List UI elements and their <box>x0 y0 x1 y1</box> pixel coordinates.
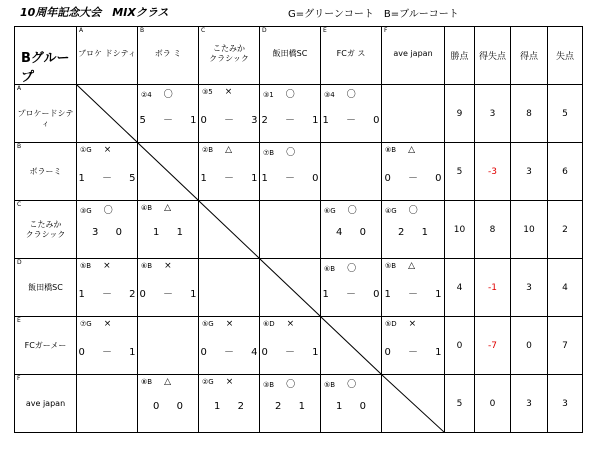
match-score: 2 1 <box>275 401 305 412</box>
summary-value: 0 <box>475 375 511 433</box>
match-result: × <box>164 261 172 271</box>
match-info <box>80 319 111 329</box>
team-row <box>15 317 583 375</box>
column-letter: D <box>262 27 267 34</box>
match-info <box>141 319 153 329</box>
match-result: 〇 <box>346 90 356 100</box>
match-cell <box>382 317 445 375</box>
match-info <box>385 319 416 329</box>
match-info <box>80 145 111 155</box>
row-header <box>15 201 77 259</box>
match-info <box>385 87 397 97</box>
match-score: 0 － 0 <box>384 173 442 184</box>
match-cell <box>199 143 260 201</box>
match-cell <box>199 317 260 375</box>
match-slot: ③1 <box>263 91 274 99</box>
match-result: 〇 <box>286 148 296 158</box>
match-slot: ②4 <box>141 91 152 99</box>
match-score: 1 － 1 <box>384 289 442 300</box>
match-slot: ⑤B <box>80 262 92 270</box>
match-cell <box>77 201 138 259</box>
row-header <box>15 259 77 317</box>
diagonal-slash <box>321 317 381 374</box>
summary-value: 0 <box>511 317 548 375</box>
match-cell <box>138 259 199 317</box>
summary-value: 5 <box>548 85 583 143</box>
match-score: 1 － 1 <box>200 173 258 184</box>
match-info <box>202 145 232 155</box>
match-slot: ⑧B <box>385 146 397 154</box>
row-team-name: こたみか クラシック <box>25 220 66 239</box>
match-result: 〇 <box>408 206 418 216</box>
match-result: × <box>103 261 111 271</box>
match-result: × <box>225 377 234 387</box>
match-cell <box>199 259 260 317</box>
match-cell <box>138 375 199 433</box>
summary-value: 0 <box>445 317 475 375</box>
row-team-name: ave japan <box>25 399 66 408</box>
match-info <box>202 87 232 97</box>
match-info <box>202 377 233 387</box>
column-header <box>199 27 260 85</box>
match-slot: ⑥B <box>141 262 153 270</box>
match-cell <box>382 201 445 259</box>
match-slot: ③4 <box>324 91 335 99</box>
match-result: × <box>286 319 295 329</box>
match-info <box>263 377 295 390</box>
match-cell <box>260 143 321 201</box>
summary-value: 4 <box>548 259 583 317</box>
summary-header: 勝点 <box>445 27 475 85</box>
match-result: △ <box>164 203 171 213</box>
match-score: 1 0 <box>336 401 366 412</box>
match-score: 0 － 3 <box>200 115 258 126</box>
match-info <box>141 203 171 213</box>
match-score: 1 2 <box>214 401 244 412</box>
row-team-name: 飯田橋SC <box>28 283 63 292</box>
match-score: 0 － 4 <box>200 347 258 358</box>
match-slot: ⑥B <box>324 265 336 273</box>
match-result: 〇 <box>347 206 357 216</box>
match-result: × <box>103 145 112 155</box>
summary-header: 失点 <box>548 27 583 85</box>
match-score: 2 － 1 <box>261 115 319 126</box>
team-row <box>15 201 583 259</box>
summary-value: 6 <box>548 143 583 201</box>
match-info <box>385 261 415 271</box>
match-score: 1 － 0 <box>322 115 380 126</box>
summary-value: 3 <box>511 375 548 433</box>
match-cell <box>199 85 260 143</box>
diagonal-slash <box>382 375 444 432</box>
match-info <box>80 377 92 387</box>
match-info <box>324 261 356 274</box>
match-result: 〇 <box>285 90 295 100</box>
diagonal-slash <box>260 259 320 316</box>
match-score: 1 － 0 <box>261 173 319 184</box>
match-cell <box>77 317 138 375</box>
diagonal-slash <box>138 143 198 200</box>
league-table <box>14 26 583 433</box>
team-row <box>15 375 583 433</box>
row-letter: A <box>17 85 22 92</box>
match-score: 1 1 <box>153 227 183 238</box>
match-info <box>202 261 214 271</box>
row-letter: B <box>17 143 22 150</box>
match-score: 0 － 1 <box>384 347 442 358</box>
court-legend: G=グリーンコート B=ブルーコート <box>288 9 459 20</box>
column-letter: F <box>384 27 388 34</box>
match-cell <box>138 85 199 143</box>
page-title: 10周年記念大会 MIXクラス <box>20 6 169 19</box>
match-slot: ②B <box>202 146 214 154</box>
match-info <box>80 203 113 216</box>
match-info <box>385 145 415 155</box>
row-team-name: プロケードシティ <box>17 109 74 128</box>
summary-header: 得点 <box>511 27 548 85</box>
row-team-name: FCガーメー <box>24 341 67 350</box>
self-match-cell <box>77 85 138 143</box>
column-letter: E <box>323 27 327 34</box>
match-cell <box>321 259 382 317</box>
column-team-name: ボラ ミ <box>154 49 182 58</box>
group-label: Bグループ <box>21 51 70 85</box>
match-slot: ②G <box>202 378 214 386</box>
match-cell <box>260 317 321 375</box>
column-header <box>260 27 321 85</box>
diagonal-slash <box>199 201 259 258</box>
column-team-name: こたみか クラシック <box>209 44 249 63</box>
column-header <box>138 27 199 85</box>
column-team-name: ave japan <box>393 49 433 58</box>
match-cell <box>260 201 321 259</box>
match-info <box>263 203 275 213</box>
match-cell <box>138 317 199 375</box>
match-info <box>263 87 295 100</box>
match-slot: ⑤B <box>324 381 336 389</box>
self-match-cell <box>260 259 321 317</box>
row-letter: D <box>17 259 22 266</box>
column-letter: A <box>79 27 84 34</box>
diagonal-slash <box>77 85 137 142</box>
column-header <box>77 27 138 85</box>
match-score: 1 － 5 <box>78 173 136 184</box>
team-row <box>15 143 583 201</box>
match-info <box>202 319 233 329</box>
match-slot: ⑤G <box>202 320 214 328</box>
row-letter: E <box>17 317 21 324</box>
match-result: × <box>225 319 234 329</box>
match-slot: ⑦G <box>80 320 92 328</box>
summary-value: -1 <box>475 259 511 317</box>
self-match-cell <box>382 375 445 433</box>
match-cell <box>138 201 199 259</box>
match-info <box>324 87 356 100</box>
match-cell <box>382 85 445 143</box>
team-row <box>15 259 583 317</box>
self-match-cell <box>138 143 199 201</box>
match-result: × <box>103 319 112 329</box>
match-cell <box>77 259 138 317</box>
match-score: 0 － 1 <box>78 347 136 358</box>
match-info <box>80 261 111 271</box>
match-result: 〇 <box>103 206 113 216</box>
match-result: × <box>224 87 233 97</box>
self-match-cell <box>199 201 260 259</box>
row-letter: C <box>17 201 22 208</box>
match-cell <box>77 143 138 201</box>
summary-value: 5 <box>445 143 475 201</box>
match-info <box>324 145 336 155</box>
match-info <box>141 377 171 387</box>
column-header <box>382 27 445 85</box>
match-score: 0 － 1 <box>261 347 319 358</box>
match-cell <box>382 143 445 201</box>
group-label-cell <box>15 27 77 85</box>
column-header <box>321 27 382 85</box>
match-result: 〇 <box>163 90 173 100</box>
row-team-name: ボラーミ <box>29 167 62 176</box>
summary-value: 3 <box>511 259 548 317</box>
match-result: △ <box>225 145 232 155</box>
column-team-name: FCガ ス <box>336 49 366 58</box>
summary-value: 2 <box>548 201 583 259</box>
match-slot: ①G <box>80 146 92 154</box>
summary-value: 8 <box>475 201 511 259</box>
column-team-name: ブロケ ドシティ <box>78 49 136 58</box>
row-header <box>15 85 77 143</box>
match-result: △ <box>408 145 415 155</box>
match-cell <box>260 375 321 433</box>
summary-value: -3 <box>475 143 511 201</box>
self-match-cell <box>321 317 382 375</box>
match-slot: ⑦B <box>263 149 275 157</box>
header-row <box>15 27 583 85</box>
summary-value: 3 <box>548 375 583 433</box>
match-slot: ⑥D <box>263 320 275 328</box>
match-score: 3 0 <box>92 227 122 238</box>
match-cell <box>199 375 260 433</box>
match-result: 〇 <box>286 380 296 390</box>
row-header <box>15 317 77 375</box>
row-header <box>15 143 77 201</box>
column-team-name: 飯田橋SC <box>272 49 308 58</box>
column-letter: B <box>140 27 145 34</box>
match-info <box>263 319 294 329</box>
match-slot: ③B <box>263 381 275 389</box>
summary-value: 10 <box>511 201 548 259</box>
match-slot: ⑤B <box>385 262 397 270</box>
summary-value: 10 <box>445 201 475 259</box>
match-score: 0 0 <box>153 401 183 412</box>
column-letter: C <box>201 27 206 34</box>
match-cell <box>321 143 382 201</box>
match-cell <box>321 375 382 433</box>
match-info <box>141 261 172 271</box>
summary-header: 得失点 <box>475 27 511 85</box>
match-slot: ④B <box>141 204 153 212</box>
summary-value: 5 <box>445 375 475 433</box>
summary-value: 9 <box>445 85 475 143</box>
summary-value: 4 <box>445 259 475 317</box>
row-header <box>15 375 77 433</box>
match-info <box>263 145 295 158</box>
match-info <box>141 87 173 100</box>
summary-value: 7 <box>548 317 583 375</box>
match-score: 1 － 0 <box>322 289 380 300</box>
match-slot: ④G <box>385 207 397 215</box>
match-slot: ③G <box>80 207 92 215</box>
match-score: 1 － 2 <box>78 289 136 300</box>
match-score: 4 0 <box>336 227 366 238</box>
row-letter: F <box>17 375 21 382</box>
match-info <box>324 377 356 390</box>
match-score: 2 1 <box>398 227 428 238</box>
summary-value: 3 <box>475 85 511 143</box>
match-result: △ <box>164 377 171 387</box>
match-cell <box>321 201 382 259</box>
match-cell <box>77 375 138 433</box>
summary-value: 8 <box>511 85 548 143</box>
match-info <box>385 203 418 216</box>
match-result: △ <box>408 261 415 271</box>
match-slot: ⑧B <box>141 378 153 386</box>
match-slot: ③5 <box>202 88 213 96</box>
match-result: 〇 <box>347 380 357 390</box>
match-slot: ⑤D <box>385 320 397 328</box>
team-row <box>15 85 583 143</box>
match-result: 〇 <box>347 264 357 274</box>
summary-value: -7 <box>475 317 511 375</box>
match-info <box>324 203 357 216</box>
match-score: 0 － 1 <box>139 289 197 300</box>
match-result: × <box>408 319 417 329</box>
match-score: 5 － 1 <box>139 115 197 126</box>
match-cell <box>382 259 445 317</box>
match-cell <box>321 85 382 143</box>
match-slot: ⑥G <box>324 207 336 215</box>
match-cell <box>260 85 321 143</box>
summary-value: 3 <box>511 143 548 201</box>
